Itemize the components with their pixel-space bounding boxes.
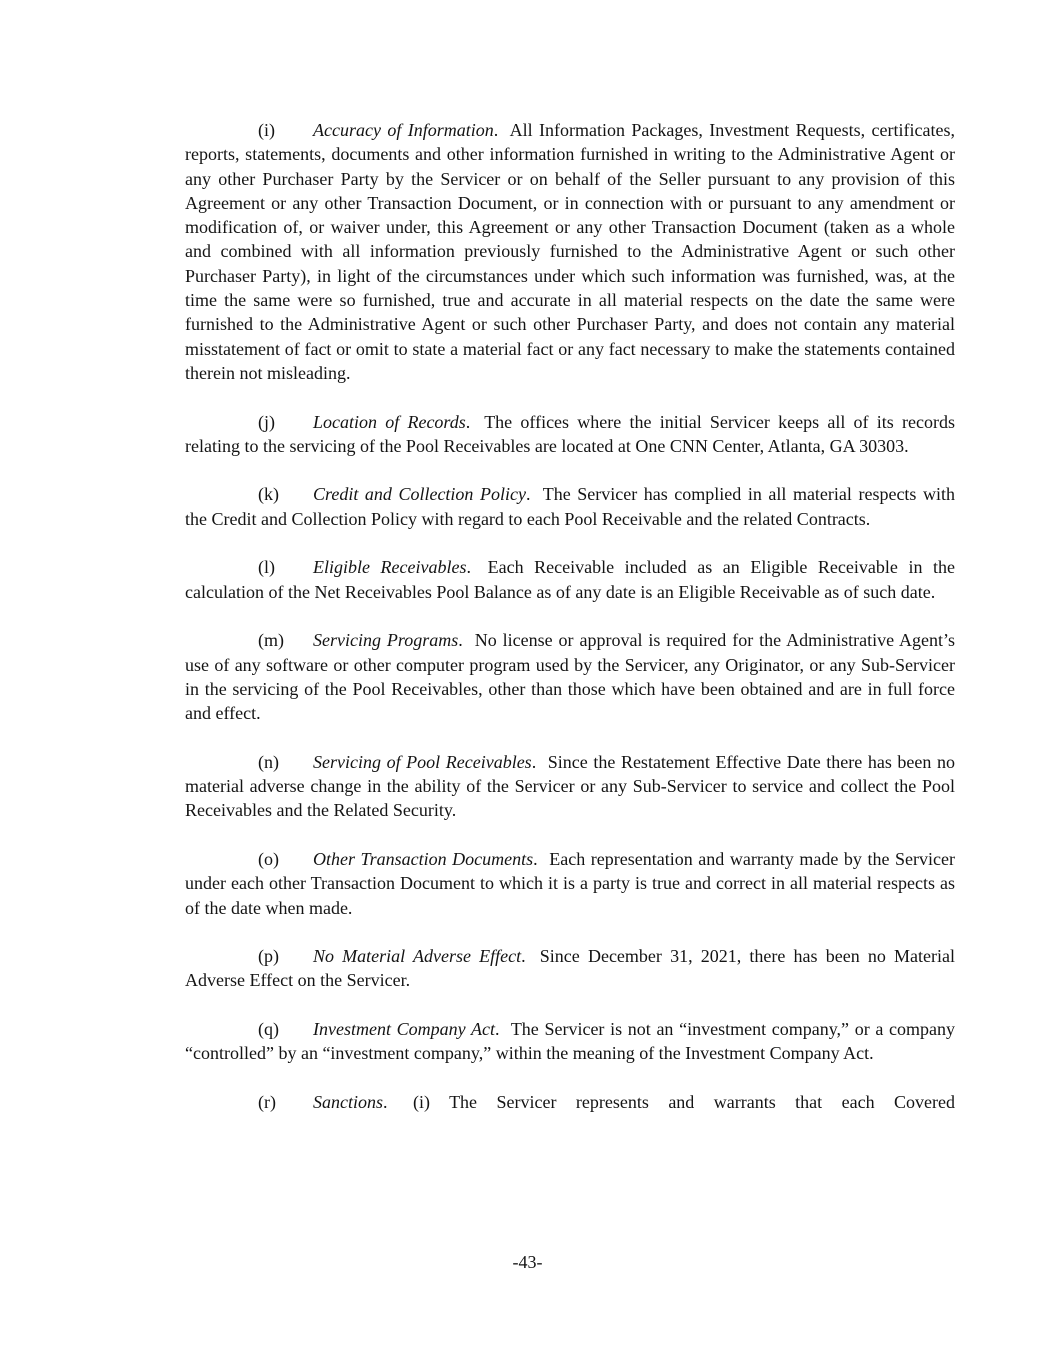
paragraph-p bbox=[185, 944, 955, 993]
paragraph-heading: Sanctions bbox=[313, 1091, 383, 1112]
paragraph-heading: Investment Company Act bbox=[313, 1018, 495, 1039]
document-body bbox=[185, 118, 955, 1138]
paragraph-label: (p) bbox=[258, 946, 279, 967]
paragraph-label: (o) bbox=[258, 848, 279, 869]
paragraph-separator: . bbox=[494, 1018, 500, 1039]
paragraph-separator: . bbox=[458, 630, 463, 651]
paragraph-separator: . bbox=[383, 1091, 388, 1112]
paragraph-body: The Servicer has complied in all material respects with the Credit and Collection Policy with regard to each Pool Receivable and the related Contracts. bbox=[185, 484, 955, 529]
paragraph-label: (q) bbox=[258, 1018, 279, 1039]
paragraph-separator: . bbox=[521, 946, 526, 967]
paragraph-m bbox=[185, 628, 955, 725]
paragraph-body: Since December 31, 2021, there has been no Material Adverse Effect on the Servicer. bbox=[185, 946, 955, 991]
paragraph-body: All Information Packages, Investment Requests, certificates, reports, statements, documents and other information furnished in writing to the Administrative Agent or any other Purchaser Party by the Servicer or on behalf of the Seller pursuant to any provision of this Agreement or any other Transaction Document, or in connection with or pursuant to any amendment or modification of, or waiver under, this Agreement or any other Transaction Document (taken as a whole and combined with all information previously furnished to the Administrative Agent or such other Purchaser Party), in light of the circumstances under which such information was furnished, was, at the time the same were so furnished, true and accurate in all material respects on the date the same were furnished to the Administrative Agent or such other Purchaser Party, and does not contain any material misstatement of fact or omit to state a material fact or any fact necessary to make the statements contained therein not misleading. bbox=[185, 120, 955, 383]
paragraph-body: The offices where the initial Servicer keeps all of its records relating to the servicing of the Pool Receivables are located at One CNN Center, Atlanta, GA 30303. bbox=[185, 411, 955, 456]
paragraph-label: (i) bbox=[258, 120, 275, 140]
paragraph-label: (n) bbox=[258, 751, 279, 772]
paragraph-heading: Eligible Receivables bbox=[313, 557, 467, 578]
paragraph-body: Since the Restatement Effective Date there has been no material adverse change in the ability of the Servicer or any Sub-Servicer to service and collect the Pool Receivables and the Related Security. bbox=[185, 751, 955, 821]
paragraph-heading: Credit and Collection Policy bbox=[313, 484, 526, 505]
page-number: -43- bbox=[512, 1252, 543, 1272]
paragraph-j bbox=[185, 410, 955, 459]
paragraph-label: (m) bbox=[258, 630, 284, 651]
paragraph-label: (l) bbox=[258, 557, 275, 578]
paragraph-body: (i) The Servicer represents and warrants that each Covered bbox=[412, 1091, 956, 1112]
paragraph-separator: . bbox=[493, 120, 499, 140]
paragraph-heading: Location of Records bbox=[313, 411, 466, 432]
paragraph-body: Each representation and warranty made by the Servicer under each other Transaction Document to which it is a party is true and correct in all material respects as of the date when made. bbox=[185, 848, 956, 918]
paragraph-heading: Servicing of Pool Receivables bbox=[313, 751, 532, 772]
paragraph-separator: . bbox=[465, 411, 471, 432]
paragraph-label: (r) bbox=[258, 1091, 276, 1112]
paragraph-o bbox=[185, 847, 955, 920]
paragraph-separator: . bbox=[525, 484, 531, 505]
paragraph-l bbox=[185, 555, 955, 604]
paragraph-heading: No Material Adverse Effect bbox=[313, 946, 522, 967]
paragraph-separator: . bbox=[531, 751, 537, 772]
paragraph-separator: . bbox=[466, 557, 472, 578]
paragraph-heading: Accuracy of Information bbox=[313, 120, 494, 140]
paragraph-body: The Servicer is not an “investment company,” or a company “controlled” by an “investment company,” within the meaning of the Investment Company Act. bbox=[185, 1018, 956, 1064]
paragraph-label: (j) bbox=[258, 411, 275, 432]
paragraph-q bbox=[185, 1017, 955, 1066]
paragraph-heading: Other Transaction Documents bbox=[313, 848, 534, 869]
paragraph-heading: Servicing Programs bbox=[313, 630, 459, 651]
paragraph-body: No license or approval is required for the Administrative Agent’s use of any software or other computer program used by the Servicer, any Originator, or any Sub-Servicer in the servicing of the Pool Receivables, other than those which have been obtained and are in full force and effect. bbox=[185, 630, 955, 724]
paragraph-body: Each Receivable included as an Eligible Receivable in the calculation of the Net Receivables Pool Balance as of any date is an Eligible Receivable as of such date. bbox=[185, 557, 956, 602]
paragraph-r bbox=[185, 1090, 955, 1114]
paragraph-label: (k) bbox=[258, 484, 279, 505]
paragraph-k bbox=[185, 482, 955, 531]
paragraph-n bbox=[185, 750, 955, 823]
paragraph-i bbox=[185, 118, 955, 385]
paragraph-separator: . bbox=[533, 848, 538, 869]
